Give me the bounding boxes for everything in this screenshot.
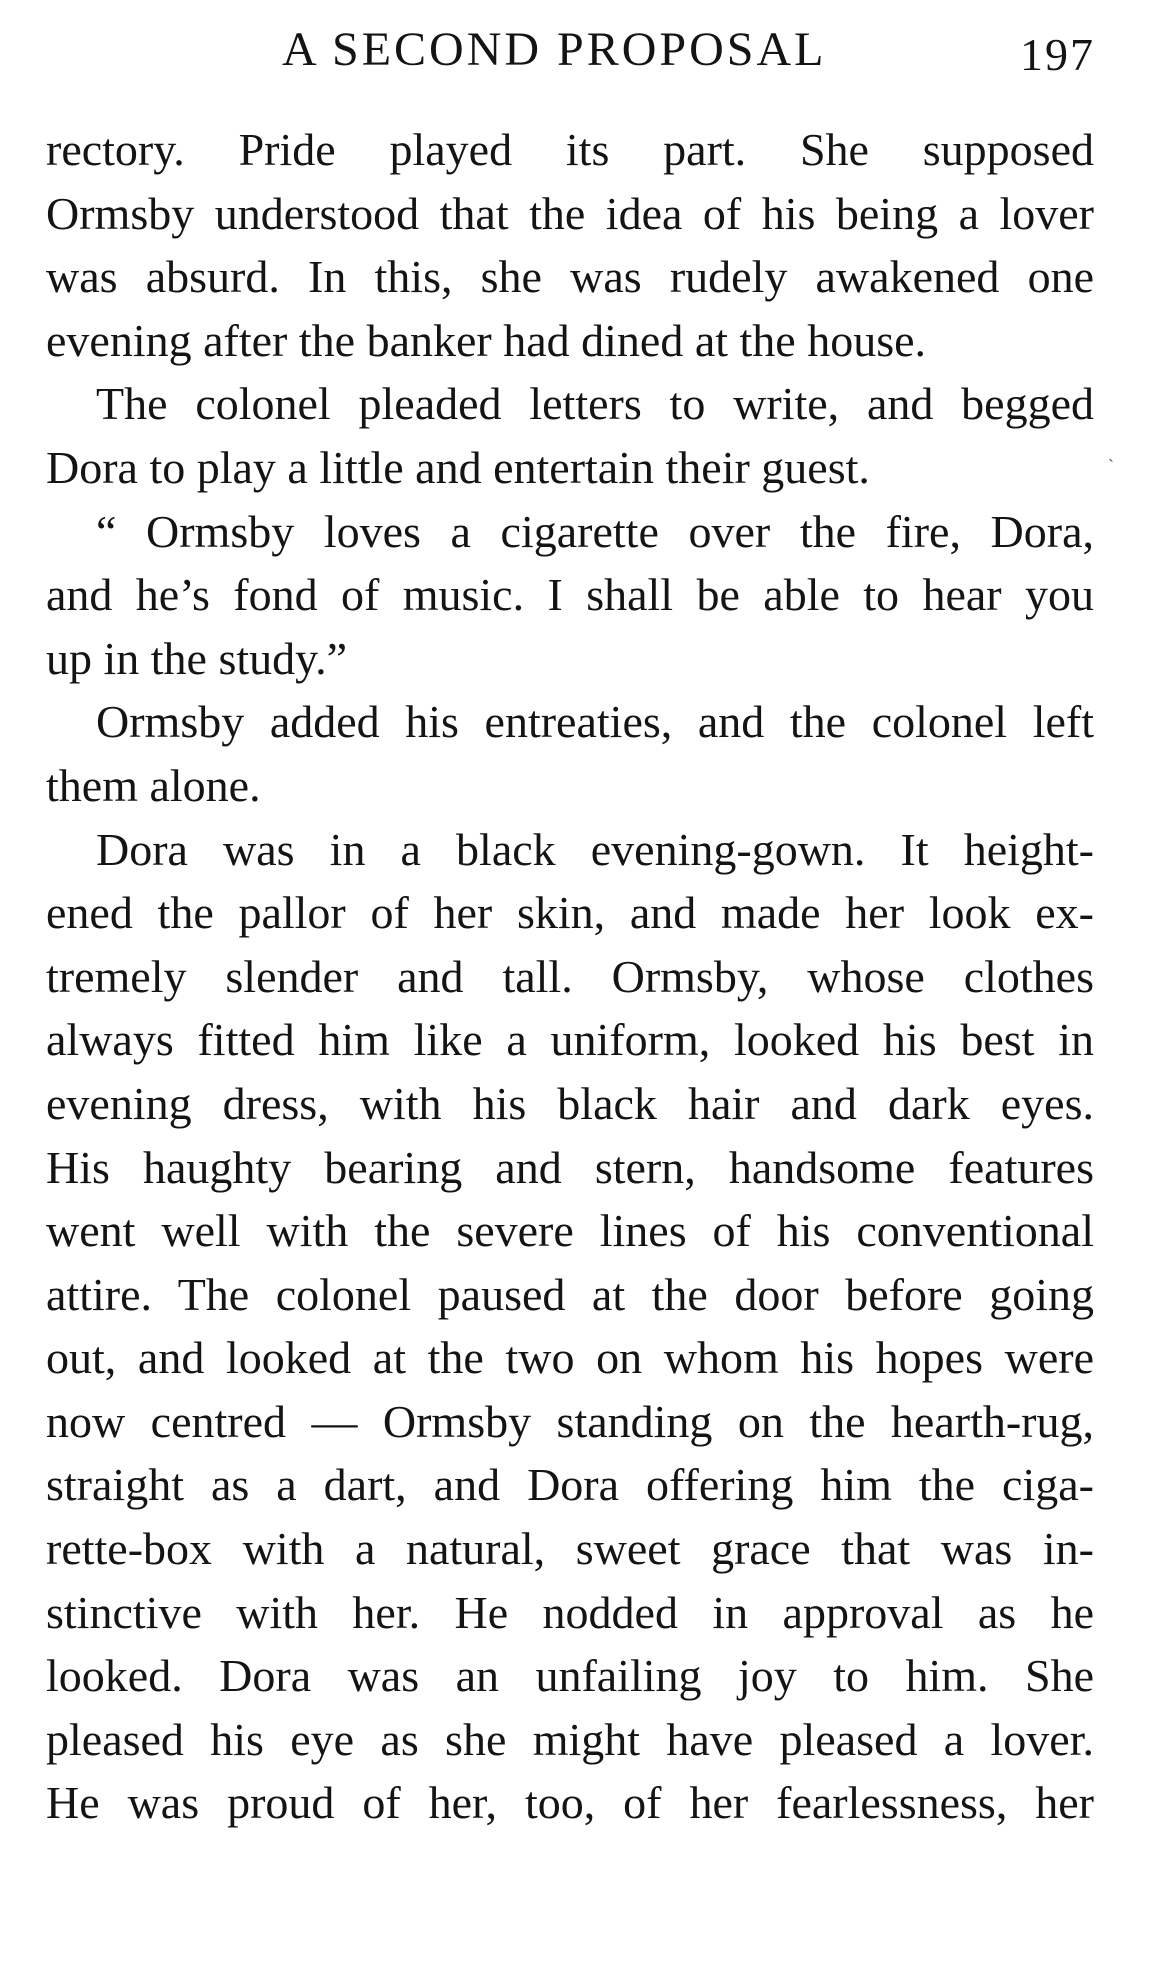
text-line: tremely slender and tall. Ormsby, whose clothes	[46, 950, 1094, 1002]
text-line: “ Ormsby loves a cigarette over the fire, Dora,	[96, 505, 1094, 557]
text-line: was absurd. In this, she was rudely awakened one	[46, 251, 1094, 303]
text-line: He was proud of her, too, of her fearlessness, her	[46, 1777, 1094, 1829]
text-line: Dora to play a little and entertain their guest.	[46, 441, 870, 493]
text-line: them alone.	[46, 759, 261, 811]
text-line: stinctive with her. He nodded in approval as he	[46, 1586, 1094, 1638]
paragraph-5	[46, 818, 1094, 1836]
running-title: A SECOND PROPOSAL	[282, 23, 827, 76]
text-line: rectory. Pride played its part. She supposed	[46, 124, 1094, 175]
paragraph-2	[46, 372, 1094, 499]
text-line: out, and looked at the two on whom his hopes were	[46, 1332, 1094, 1384]
body-text	[46, 118, 1094, 1835]
paragraph-1	[46, 118, 1094, 372]
text-line: Dora was in a black evening-gown. It height-	[96, 823, 1094, 875]
text-line: rette-box with a natural, sweet grace that was in-	[46, 1523, 1094, 1575]
text-line: evening after the banker had dined at the house.	[46, 314, 927, 366]
text-line: and he’s fond of music. I shall be able to hear you	[46, 569, 1094, 621]
text-line: His haughty bearing and stern, handsome features	[46, 1141, 1094, 1193]
text-line: went well with the severe lines of his conventional	[46, 1205, 1094, 1257]
text-line: Ormsby understood that the idea of his being a lover	[46, 187, 1094, 239]
text-line: ened the pallor of her skin, and made her look ex-	[46, 887, 1094, 939]
print-speck: ˋ	[1108, 456, 1114, 476]
text-line: straight as a dart, and Dora offering him the ciga-	[46, 1459, 1094, 1511]
text-line: evening dress, with his black hair and dark eyes.	[46, 1077, 1094, 1129]
text-line: up in the study.”	[46, 632, 348, 684]
text-line: attire. The colonel paused at the door before going	[46, 1268, 1094, 1320]
text-line: always fitted him like a uniform, looked his best in	[46, 1014, 1094, 1066]
text-line: The colonel pleaded letters to write, and begged	[96, 378, 1094, 430]
text-line: pleased his eye as she might have pleased a lover.	[46, 1713, 1094, 1765]
text-line: Ormsby added his entreaties, and the colonel left	[96, 696, 1094, 748]
page-number: 197	[1020, 29, 1095, 80]
running-head	[0, 22, 1160, 82]
paragraph-4	[46, 690, 1094, 817]
text-line: now centred — Ormsby standing on the hearth-rug,	[46, 1395, 1094, 1447]
paragraph-3	[46, 500, 1094, 691]
text-line: looked. Dora was an unfailing joy to him. She	[46, 1650, 1094, 1702]
